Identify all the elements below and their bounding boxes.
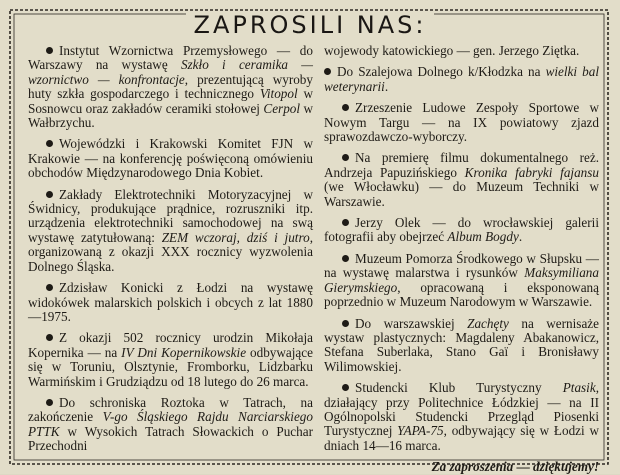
left-item: Do schroniska Roztoka w Tatrach, na zakończenie V-go Śląskiego Rajdu Narciarskiego PTTK w Wysokich Tatrach Słowackich o Puchar Przechodni [28, 394, 313, 454]
italic-title: Vitopol [259, 86, 298, 102]
right-items [324, 65, 599, 453]
bullet-icon [342, 104, 349, 111]
left-item: Zakłady Elektrotechniki Motoryzacyjnej w Świdnicy, produkujące prądnice, rozruszniki itp. urządzenia elektrotechniki samochodowej na swą wystawę zatytułowaną: ZEM wczoraj, dziś i jutro, organizowaną z okazji XXX rocznicy wyzwolenia Dolnego Śląska. [28, 186, 313, 274]
italic-title: IV Dni Kopernikowskie [121, 344, 247, 360]
bullet-icon [46, 399, 53, 406]
italic-title: Maksymiliana Gierymskiego [324, 265, 599, 295]
italic-title: wielki bal weterynarii [324, 64, 599, 94]
bullet-icon [342, 255, 349, 262]
thanks-line: Za zaproszenia — dziękujemy! [431, 459, 599, 475]
bullet-icon [342, 384, 349, 391]
right-item: Muzeum Pomorza Środkowego w Słupsku — na wystawę malarstwa i rysunków Maksymiliana Gierymskiego, opracowaną i eksponowaną poprzednio w Muzeum Narodowym w Warszawie. [324, 250, 599, 310]
italic-title: Kronika fabryki fajansu [464, 164, 599, 180]
bullet-icon [46, 191, 53, 198]
italic-title: V-go Śląskiego Rajdu Narciarskiego PTTK [28, 409, 313, 439]
right-item: Jerzy Olek — do wrocławskiej galerii fotografii aby obejrzeć Album Bogdy. [324, 215, 599, 245]
italic-title: Album Bogdy [447, 229, 519, 245]
left-item: Zdzisław Konicki z Łodzi na wystawę widokówek malarskich polskich i obcych z lat 1880—1975. [28, 280, 313, 324]
bullet-icon [342, 154, 349, 161]
continued-text: wojewody katowickiego — gen. Jerzego Ziętka. [324, 43, 580, 58]
right-item: Zrzeszenie Ludowe Zespoły Sportowe w Nowym Targu — na IX powiatowy zjazd sprawozdawczo-wyborczy. [324, 100, 599, 145]
italic-title: Zachęty [467, 315, 509, 331]
left-column [28, 44, 313, 461]
bullet-icon [342, 219, 349, 226]
italic-title: Szkło i ceramika — wzornictwo — konfrontacje [28, 57, 314, 87]
left-item: Z okazji 502 rocznicy urodzin Mikołaja Kopernika — na IV Dni Kopernikowskie odbywające się w Toruniu, Olsztynie, Fromborku, Lidzbarku Warmińskim i Grudziądzu od 18 lutego do 26 marca. [28, 330, 313, 389]
right-item: Studencki Klub Turystyczny Ptasik, działający przy Politechnice Łódzkiej — na II Ogólnopolski Studencki Przegląd Piosenki Turystycznej YAPA-75, odbywający się w Łodzi w dniach 14—16 marca. [324, 380, 599, 453]
bullet-icon [46, 334, 53, 341]
bullet-icon [324, 68, 331, 75]
article-title [0, 10, 620, 40]
right-item: Do Szalejowa Dolnego k/Kłodzka na wielki bal weterynarii. [324, 64, 599, 94]
bullet-icon [46, 284, 53, 291]
right-item: Na premierę filmu dokumentalnego reż. Andrzeja Papuzińskiego Kronika fabryki fajansu (we Włocławku) — do Muzeum Techniki w Warszawie. [324, 150, 599, 209]
bullet-icon [46, 47, 53, 54]
italic-title: YAPA-75 [397, 423, 444, 439]
left-item: Instytut Wzornictwa Przemysłowego — do Warszawy na wystawę Szkło i ceramika — wzornictwo — konfrontacje, prezentującą wyroby huty szkła gospodarczego i technicznego Vitopol w Sosnowcu oraz zakładów ceramiki stołowej Cerpol w Wałbrzychu. [28, 43, 314, 131]
bullet-icon [46, 140, 53, 147]
right-column [324, 44, 599, 475]
left-item: Wojewódzki i Krakowski Komitet FJN w Krakowie — na konferencję poświęconą omówieniu obchodów Międzynarodowego Dnia Kobiet. [28, 136, 313, 181]
article-title-text: ZAPROSILI NAS: [186, 11, 435, 39]
italic-title: Ptasik [562, 380, 596, 396]
italic-title: ZEM wczoraj, dziś i jutro [161, 229, 310, 245]
italic-title: Cerpol [263, 100, 301, 116]
bullet-icon [342, 320, 349, 327]
right-item: Do warszawskiej Zachęty na wernisaże wystaw plastycznych: Magdaleny Abakanowicz, Stefana Suberlaka, Stano Gaï i Bronisławy Wilimowskiej. [324, 315, 600, 374]
